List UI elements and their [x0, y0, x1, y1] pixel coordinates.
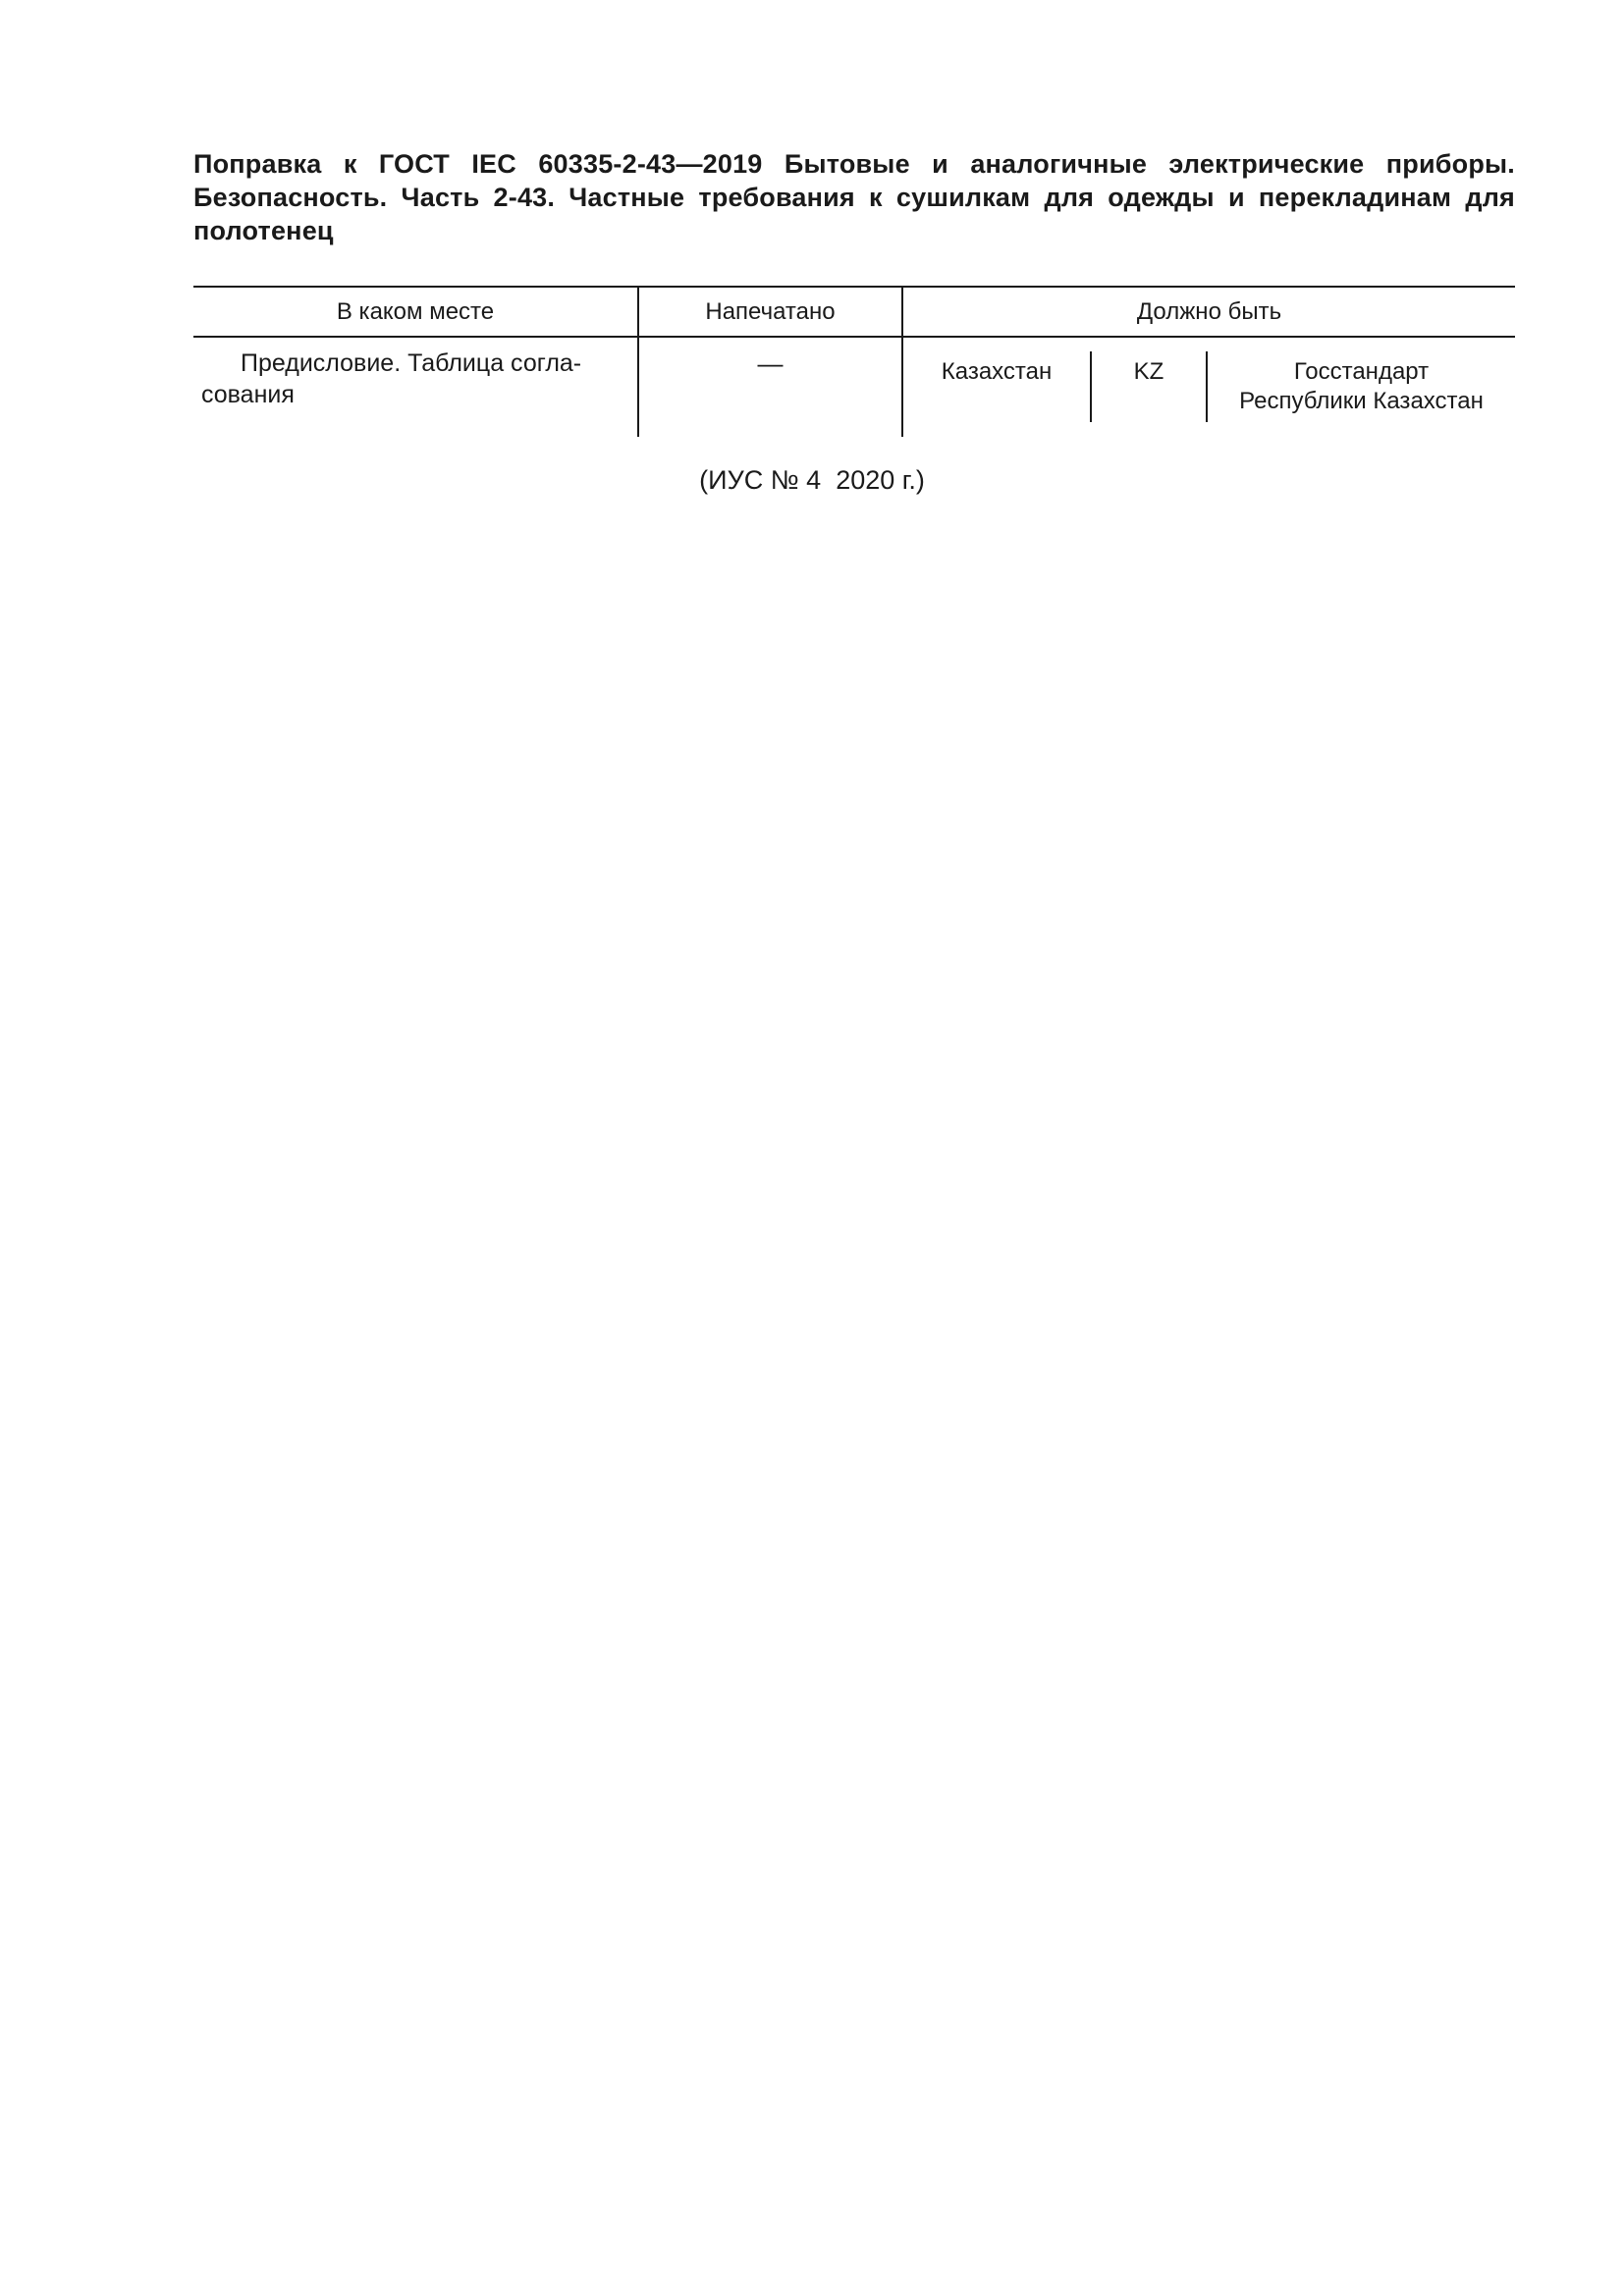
row-agency-line1: Госстандарт — [1293, 358, 1430, 385]
row-where-line1: Предисловие. Таблица согла- — [241, 349, 582, 377]
ius-footnote: (ИУС № 4 2020 г.) — [699, 465, 925, 495]
row-code: KZ — [1133, 358, 1164, 385]
table-header-rule — [193, 336, 1515, 338]
table-top-rule — [193, 286, 1515, 288]
row-where-line2: сования — [201, 381, 295, 408]
header-should-be: Должно быть — [1136, 298, 1282, 325]
document-title: Поправка к ГОСТ IEC 60335-2-43—2019 Бытовые и аналогичные электрические приборы. Безопасность. Часть 2-43. Частные требования к сушилкам для одежды и перекладинам для полотенец — [193, 149, 1515, 245]
row-printed: — — [757, 348, 784, 378]
header-where: В каком месте — [336, 298, 495, 325]
header-printed: Напечатано — [705, 298, 836, 325]
row-country: Казахстан — [941, 358, 1053, 385]
row-agency-line2: Республики Казахстан — [1239, 388, 1484, 414]
